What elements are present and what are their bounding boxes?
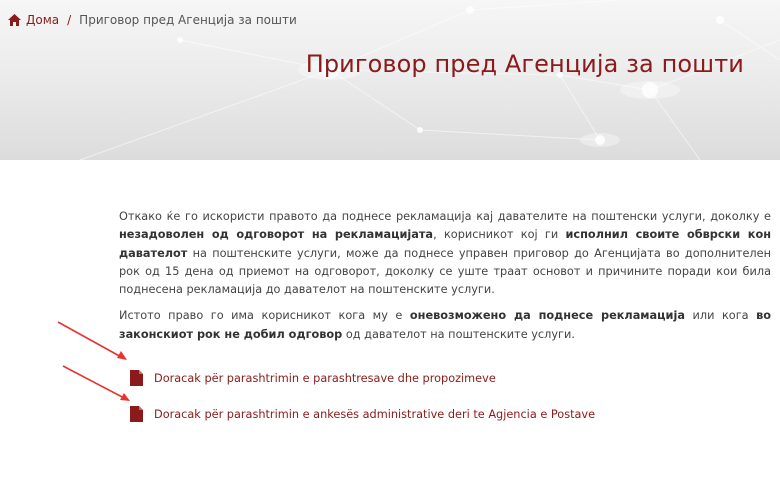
file-icon [130,406,143,422]
breadcrumb-current: Приговор пред Агенција за пошти [79,13,297,27]
document-link[interactable] [130,404,595,424]
page-title: Приговор пред Агенција за пошти [305,50,744,78]
file-icon [130,370,143,386]
document-link[interactable] [130,368,595,388]
second-paragraph: Истото право го има корисникот кога му е оневозможено да поднесе рекламација или кога во законскиот рок не добил одговор од давателот на поштенските услуги. [119,309,772,341]
page-header-banner [0,0,780,160]
breadcrumb-home-link[interactable] [8,13,59,27]
breadcrumb [8,13,297,27]
home-icon [8,14,21,26]
main-content [119,208,771,352]
red-arrow-annotation [55,318,135,363]
breadcrumb-home-label: Дома [26,13,60,27]
documents-list [130,368,595,440]
document-link-label: Doracak për parashtrimin e parashtresave dhe propozimeve [154,371,496,385]
breadcrumb-separator: / [67,13,72,27]
red-arrow-annotation [60,362,140,407]
document-link-label: Doracak për parashtrimin e ankesës administrative deri te Agjencia e Postave [154,407,596,421]
intro-paragraph: Откако ќе го искористи правото да поднесе рекламација кај давателите на поштенски услуги, доколку е незадоволен од одговорот на рекламацијата, корисникот кој ги исполнил своите обврски кон давателот на поштенските услуги, може да поднесе управен приговор до Агенцијата во дополнителен рок од 15 дена од приемот на одговорот, доколку се уште траат основот и причините поради кои била поднесена рекламација до давателот на поштенските услуги. [119,210,772,297]
